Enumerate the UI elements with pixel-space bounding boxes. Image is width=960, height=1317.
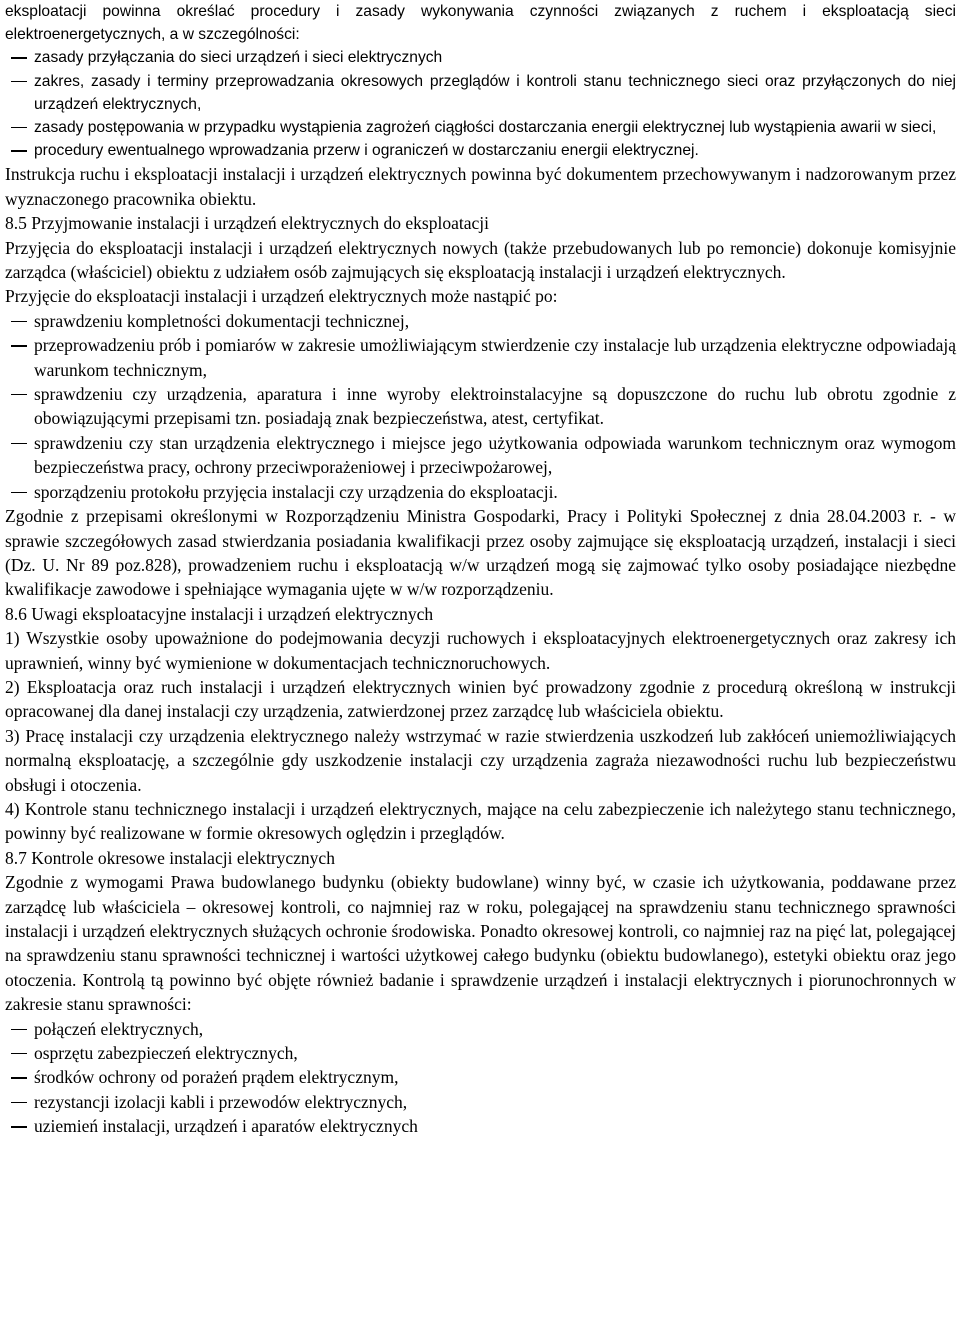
intro-paragraph: eksploatacji powinna określać procedury i zasady wykonywania czynności związanych z ruchem i eksploatacją sieci elektroenergetycznych, a w szczególności: [5, 3, 956, 44]
section-heading-8-6: 8.6 Uwagi eksploatacyjne instalacji i urządzeń elektrycznych [5, 603, 434, 624]
list-item: zasady postępowania w przypadku wystąpienia zagrożeń ciągłości dostarczania energii elektrycznej lub wystąpienia awarii w sieci, [5, 116, 956, 139]
list-item: sprawdzeniu czy urządzenia, aparatura i inne wyroby elektroinstalacyjne są dopuszczone do ruchu lub obrotu zgodnie z obowiązującymi przepisami tzn. posiadają znak bezpieczeństwa, atest, certyfikat. [5, 382, 956, 431]
intro-dash-list [5, 46, 956, 162]
list-item: osprzętu zabezpieczeń elektrycznych, [5, 1041, 956, 1065]
list-item: środków ochrony od porażeń prądem elektrycznym, [5, 1065, 956, 1089]
list-item: przeprowadzeniu prób i pomiarów w zakresie umożliwiającym stwierdzenie czy instalacje lub urządzenia elektryczne odpowiadają warunkom technicznym, [5, 333, 956, 382]
section-heading-8-5: 8.5 Przyjmowanie instalacji i urządzeń elektrycznych do eksploatacji [5, 213, 489, 234]
numbered-point: 2) Eksploatacja oraz ruch instalacji i urządzeń elektrycznych winien być prowadzony zgodnie z procedurą określoną w instrukcji opracowanej dla danej instalacji czy urządzenia, zatwierdzonej przez zarządcę lub właściciela obiektu. [5, 676, 956, 722]
intro-block [5, 0, 956, 162]
list-item: zasady przyłączania do sieci urządzeń i sieci elektrycznych [5, 46, 956, 69]
section-heading-8-7: 8.7 Kontrole okresowe instalacji elektrycznych [5, 847, 335, 868]
section-8-5-paragraph-2: Przyjęcie do eksploatacji instalacji i urządzeń elektrycznych może nastąpić po: [5, 286, 558, 307]
section-8-7-paragraph: Zgodnie z wymogami Prawa budowlanego budynku (obiekty budowlane) winny być, w czasie ich użytkowania, poddawane przez zarządcę lub właściciela – okresowej kontroli, co najmniej raz w roku, polegającej na sprawdzeniu stanu technicznego sprawności instalacji i urządzeń elektrycznych służących ochronie środowiska. Ponadto okresowej kontroli, co najmniej raz na pięć lat, polegającej na sprawdzeniu stanu sprawności technicznej i wartości użytkowej całego budynku (obiektu budowlanego), estetyki obiektu oraz jego otoczenia. Kontrolą tą powinno być objęte również badanie i sprawdzenie urządzeń i instalacji elektrycznych i piorunochronnych w zakresie stanu sprawności: [5, 872, 956, 1015]
numbered-point: 1) Wszystkie osoby upoważnione do podejmowania decyzji ruchowych i eksploatacyjnych elektroenergetycznych oraz zakresy ich uprawnień, winny być wymienione w dokumentacjach technicznoruchowych. [5, 628, 956, 673]
list-item: sporządzeniu protokołu przyjęcia instalacji czy urządzenia do eksploatacji. [5, 480, 956, 504]
section-8-5-paragraph-1: Przyjęcia do eksploatacji instalacji i urządzeń elektrycznych nowych (także przebudowanych lub po remoncie) dokonuje komisyjnie zarządca (właściciel) obiektu z udziałem osób zajmujących się eksploatacją instalacji i urządzeń elektrycznych. [5, 237, 956, 283]
list-item: połączeń elektrycznych, [5, 1017, 956, 1041]
list-item: sprawdzeniu kompletności dokumentacji technicznej, [5, 309, 956, 333]
list-item: procedury ewentualnego wprowadzania przerw i ograniczeń w dostarczaniu energii elektrycznej. [5, 139, 956, 162]
numbered-point: 4) Kontrole stanu technicznego instalacji i urządzeń elektrycznych, mające na celu zabezpieczenie ich należytego stanu technicznego, powinny być realizowane w formie okresowych oględzin i przeglądów. [5, 798, 956, 844]
list-item: uziemień instalacji, urządzeń i aparatów elektrycznych [5, 1114, 956, 1138]
list-item: zakres, zasady i terminy przeprowadzania okresowych przeglądów i kontroli stanu technicznego sieci oraz przyłączonych do niej urządzeń elektrycznych, [5, 70, 956, 116]
section-8-5-paragraph-3: Zgodnie z przepisami określonymi w Rozporządzeniu Ministra Gospodarki, Pracy i Polityki Społecznej z dnia 28.04.2003 r. - w sprawie szczegółowych zasad stwierdzania posiadania kwalifikacji przez osoby zajmujące się eksploatacją urządzeń, instalacji i sieci (Dz. U. Nr 89 poz.828), prowadzeniem ruchu i eksploatacją w/w urządzeń mogą się zajmować tylko osoby posiadające niezbędne kwalifikacje zawodowe i spełniające wymagania ujęte w w/w rozporządzeniu. [5, 506, 956, 600]
numbered-point: 3) Pracę instalacji czy urządzenia elektrycznego należy wstrzymać w razie stwierdzenia uszkodzeń lub zakłóceń uniemożliwiających normalną eksploatację, a szczególnie gdy uszkodzenie instalacji czy urządzenia zagraża niezawodności ruchu lub bezpieczeństwu obsługi i otoczenia. [5, 725, 956, 795]
acceptance-dash-list [5, 309, 956, 504]
instruction-paragraph: Instrukcja ruchu i eksploatacji instalacji i urządzeń elektrycznych powinna być dokumentem przechowywanym i nadzorowanym przez wyznaczonego pracownika obiektu. [5, 164, 956, 209]
inspection-dash-list [5, 1017, 956, 1139]
list-item: sprawdzeniu czy stan urządzenia elektrycznego i miejsce jego użytkowania odpowiada warunkom technicznym oraz wymogom bezpieczeństwa pracy, ochrony przeciwporażeniowej i przeciwpożarowej, [5, 431, 956, 480]
body-block [5, 162, 956, 1138]
list-item: rezystancji izolacji kabli i przewodów elektrycznych, [5, 1090, 956, 1114]
